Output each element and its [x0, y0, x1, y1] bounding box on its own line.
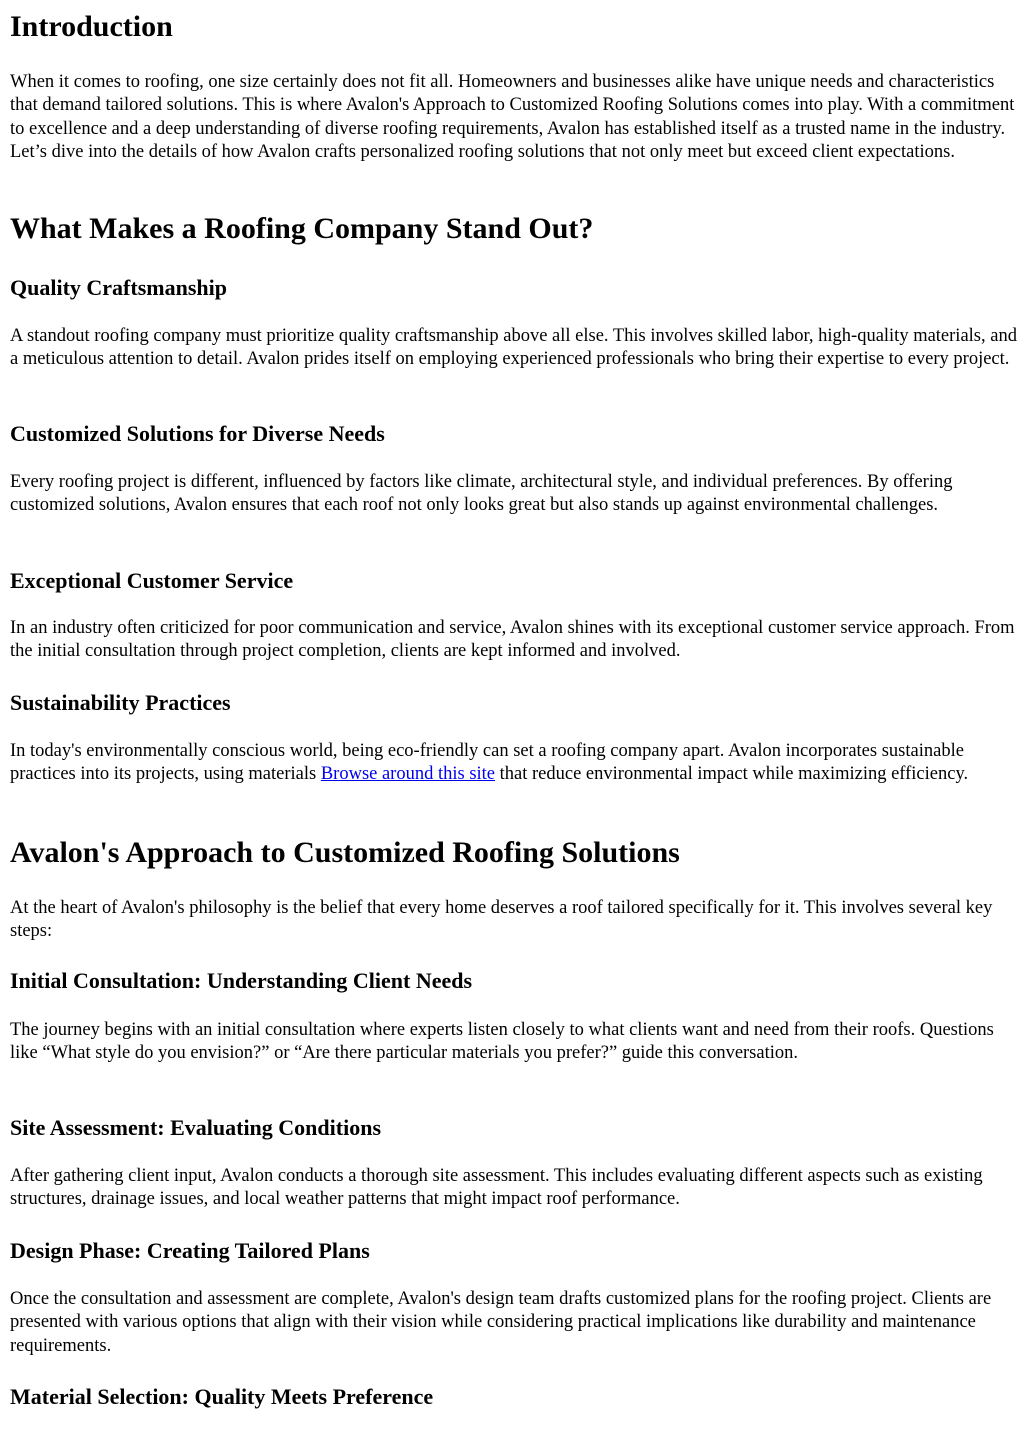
- sustainability-text-after: that reduce environmental impact while maximizing efficiency.: [495, 764, 969, 785]
- heading-customized-solutions: Customized Solutions for Diverse Needs: [10, 421, 385, 446]
- heading-site-assessment: Site Assessment: Evaluating Conditions: [10, 1115, 382, 1140]
- paragraph-avalons-approach: At the heart of Avalon's philosophy is the belief that every home deserves a roof tailored specifically for it. This involves several key steps:: [10, 898, 993, 942]
- heading-quality-craftsmanship: Quality Craftsmanship: [10, 275, 227, 300]
- sustainability-text-before: In today's environmentally conscious world, being eco-friendly can set a roofing company apart. Avalon incorporates sustainable practices into its projects, using materials: [10, 741, 964, 785]
- paragraph-initial-consultation: The journey begins with an initial consultation where experts listen closely to what clients want and need from their roofs. Questions like “What style do you envision?” or “Are there particular materials you prefer?” guide this conversation.: [10, 1020, 994, 1064]
- browse-site-link[interactable]: Browse around this site: [320, 764, 496, 785]
- paragraph-customized-solutions: Every roofing project is different, influenced by factors like climate, architectural style, and individual preferences. By offering customized solutions, Avalon ensures that each roof not only looks great but also stands up against environmental challenges.: [10, 472, 953, 516]
- paragraph-introduction: When it comes to roofing, one size certainly does not fit all. Homeowners and businesses alike have unique needs and characteristics that demand tailored solutions. This is where Avalon's Approach to Customized Roofing Solutions comes into play. With a commitment to excellence and a deep understanding of diverse roofing requirements, Avalon has established itself as a trusted name in the industry. Let’s dive into the details of how Avalon crafts personalized roofing solutions that not only meet but exceed client expectations.: [10, 72, 1015, 162]
- paragraph-customer-service: In an industry often criticized for poor communication and service, Avalon shines with its exceptional customer service approach. From the initial consultation through project completion, clients are kept informed and involved.: [10, 618, 1015, 662]
- paragraph-sustainability: [10, 740, 1020, 787]
- heading-initial-consultation: Initial Consultation: Understanding Client Needs: [10, 968, 473, 993]
- paragraph-site-assessment: After gathering client input, Avalon conducts a thorough site assessment. This includes evaluating different aspects such as existing structures, drainage issues, and local weather patterns that might impact roof performance.: [10, 1166, 983, 1210]
- heading-design-phase: Design Phase: Creating Tailored Plans: [10, 1238, 370, 1263]
- heading-what-makes-stand-out: What Makes a Roofing Company Stand Out?: [10, 212, 594, 245]
- heading-customer-service: Exceptional Customer Service: [10, 568, 294, 593]
- heading-avalons-approach: Avalon's Approach to Customized Roofing Solutions: [10, 836, 680, 869]
- paragraph-design-phase: Once the consultation and assessment are complete, Avalon's design team drafts customized plans for the roofing project. Clients are presented with various options that align with their vision while considering practical implications like durability and maintenance requirements.: [10, 1289, 992, 1356]
- paragraph-quality-craftsmanship: A standout roofing company must prioritize quality craftsmanship above all else. This involves skilled labor, high-quality materials, and a meticulous attention to detail. Avalon prides itself on employing experienced professionals who bring their expertise to every project.: [10, 326, 1017, 370]
- heading-material-selection: Material Selection: Quality Meets Preference: [10, 1384, 434, 1409]
- heading-sustainability: Sustainability Practices: [10, 690, 231, 715]
- heading-introduction: Introduction: [10, 10, 173, 43]
